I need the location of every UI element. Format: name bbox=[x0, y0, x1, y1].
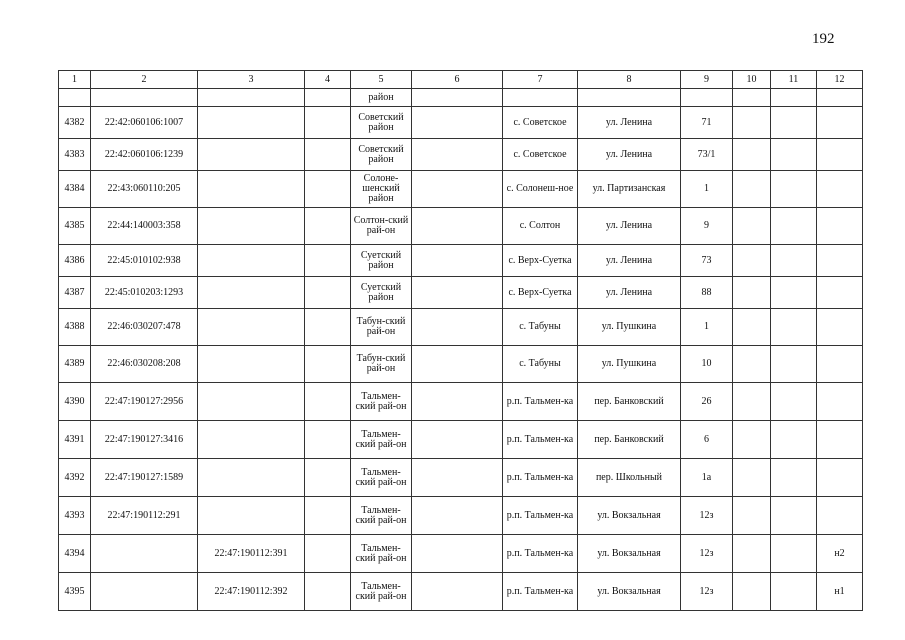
street-cell: ул. Партизанская bbox=[578, 171, 681, 208]
cell-col-6 bbox=[412, 346, 503, 383]
cell-col-4 bbox=[305, 497, 351, 535]
column-header-1: 1 bbox=[59, 71, 91, 89]
note-cell bbox=[817, 208, 863, 245]
cadastral-number: 22:47:190112:291 bbox=[91, 497, 198, 535]
district-cell: Солоне-шенский район bbox=[351, 171, 412, 208]
cell-col-4 bbox=[305, 346, 351, 383]
house-number-cell: 10 bbox=[681, 346, 733, 383]
cadastral-number: 22:45:010102:938 bbox=[91, 245, 198, 277]
row-number: 4389 bbox=[59, 346, 91, 383]
table-row bbox=[59, 383, 863, 421]
table-row bbox=[59, 107, 863, 139]
cell-col-4 bbox=[305, 421, 351, 459]
cadastral-number: 22:47:190127:1589 bbox=[91, 459, 198, 497]
house-number-cell: 26 bbox=[681, 383, 733, 421]
cell-col-10 bbox=[733, 245, 771, 277]
column-header-9: 9 bbox=[681, 71, 733, 89]
cell-col-4 bbox=[305, 245, 351, 277]
district-cell: Табун-ский рай-он bbox=[351, 309, 412, 346]
row-number: 4385 bbox=[59, 208, 91, 245]
house-number-cell: 1а bbox=[681, 459, 733, 497]
note-cell bbox=[817, 309, 863, 346]
note-cell bbox=[817, 245, 863, 277]
row-number: 4391 bbox=[59, 421, 91, 459]
cadastral-number-alt bbox=[198, 277, 305, 309]
row-number: 4387 bbox=[59, 277, 91, 309]
cell-col-11 bbox=[771, 459, 817, 497]
note-cell bbox=[817, 497, 863, 535]
cadastral-number: 22:47:190127:3416 bbox=[91, 421, 198, 459]
cell-col-6 bbox=[412, 309, 503, 346]
cell-col-6 bbox=[412, 107, 503, 139]
cell-col-4 bbox=[305, 171, 351, 208]
continuation-row bbox=[59, 89, 863, 107]
cell-col-11 bbox=[771, 139, 817, 171]
cell-col-6 bbox=[412, 245, 503, 277]
cell-col-10 bbox=[733, 139, 771, 171]
house-number-cell: 71 bbox=[681, 107, 733, 139]
settlement-cell: р.п. Тальмен-ка bbox=[503, 383, 578, 421]
street-cell: пер. Банковский bbox=[578, 383, 681, 421]
cell-col-6 bbox=[412, 459, 503, 497]
house-number-cell: 12з bbox=[681, 573, 733, 611]
column-header-7: 7 bbox=[503, 71, 578, 89]
row-number: 4388 bbox=[59, 309, 91, 346]
cadastral-number-alt bbox=[198, 383, 305, 421]
cell-col-10 bbox=[733, 497, 771, 535]
settlement-cell: р.п. Тальмен-ка bbox=[503, 459, 578, 497]
row-number: 4390 bbox=[59, 383, 91, 421]
cadastral-number-alt bbox=[198, 139, 305, 171]
cadastral-number-alt bbox=[198, 309, 305, 346]
cadastral-number-alt bbox=[198, 346, 305, 383]
cell-col-10 bbox=[733, 535, 771, 573]
cell-col-4 bbox=[305, 107, 351, 139]
cell-col-4 bbox=[305, 309, 351, 346]
cell-col-11 bbox=[771, 107, 817, 139]
cell-col-4 bbox=[305, 573, 351, 611]
table-row bbox=[59, 497, 863, 535]
column-header-row bbox=[59, 71, 863, 89]
note-cell bbox=[817, 277, 863, 309]
table-row bbox=[59, 573, 863, 611]
cell-col-10 bbox=[733, 383, 771, 421]
cadastral-number-alt bbox=[198, 245, 305, 277]
cell-col-6 bbox=[412, 139, 503, 171]
district-cell: Советский район bbox=[351, 107, 412, 139]
cell-col-10 bbox=[733, 208, 771, 245]
street-cell: пер. Школьный bbox=[578, 459, 681, 497]
district-cell: Тальмен-ский рай-он bbox=[351, 573, 412, 611]
note-cell bbox=[817, 383, 863, 421]
street-cell: ул. Вокзальная bbox=[578, 535, 681, 573]
cell-col-6 bbox=[412, 421, 503, 459]
cadastral-number-alt bbox=[198, 459, 305, 497]
table-row bbox=[59, 277, 863, 309]
street-cell: ул. Ленина bbox=[578, 245, 681, 277]
cadastral-number-alt bbox=[198, 107, 305, 139]
house-number-cell: 73 bbox=[681, 245, 733, 277]
cadastral-number bbox=[91, 535, 198, 573]
row-number: 4393 bbox=[59, 497, 91, 535]
column-header-11: 11 bbox=[771, 71, 817, 89]
house-number-cell: 88 bbox=[681, 277, 733, 309]
cell-col-6 bbox=[412, 171, 503, 208]
cell-col-11 bbox=[771, 208, 817, 245]
street-cell: ул. Вокзальная bbox=[578, 573, 681, 611]
cell-col-6 bbox=[412, 573, 503, 611]
street-cell: ул. Ленина bbox=[578, 139, 681, 171]
cell-col-10 bbox=[733, 309, 771, 346]
continuation-district: район bbox=[351, 89, 412, 107]
settlement-cell: р.п. Тальмен-ка bbox=[503, 497, 578, 535]
cell-col-4 bbox=[305, 208, 351, 245]
table-row bbox=[59, 459, 863, 497]
cadastral-number: 22:46:030207:478 bbox=[91, 309, 198, 346]
table-row bbox=[59, 245, 863, 277]
cadastral-number-alt bbox=[198, 421, 305, 459]
district-cell: Табун-ский рай-он bbox=[351, 346, 412, 383]
district-cell: Тальмен-ский рай-он bbox=[351, 497, 412, 535]
street-cell: ул. Вокзальная bbox=[578, 497, 681, 535]
district-cell: Тальмен-ский рай-он bbox=[351, 383, 412, 421]
settlement-cell: р.п. Тальмен-ка bbox=[503, 535, 578, 573]
column-header-3: 3 bbox=[198, 71, 305, 89]
cell-col-10 bbox=[733, 171, 771, 208]
cadastral-number: 22:46:030208:208 bbox=[91, 346, 198, 383]
street-cell: ул. Ленина bbox=[578, 208, 681, 245]
street-cell: пер. Банковский bbox=[578, 421, 681, 459]
note-cell: н2 bbox=[817, 535, 863, 573]
settlement-cell: с. Верх-Суетка bbox=[503, 277, 578, 309]
cell-col-6 bbox=[412, 383, 503, 421]
row-number: 4386 bbox=[59, 245, 91, 277]
column-header-6: 6 bbox=[412, 71, 503, 89]
cell-col-6 bbox=[412, 535, 503, 573]
cadastral-number-alt bbox=[198, 171, 305, 208]
cell-col-4 bbox=[305, 277, 351, 309]
cell-col-11 bbox=[771, 171, 817, 208]
table-row bbox=[59, 309, 863, 346]
cadastral-number: 22:47:190127:2956 bbox=[91, 383, 198, 421]
note-cell bbox=[817, 171, 863, 208]
cell-col-10 bbox=[733, 277, 771, 309]
cell-col-10 bbox=[733, 107, 771, 139]
cell-col-10 bbox=[733, 459, 771, 497]
house-number-cell: 1 bbox=[681, 171, 733, 208]
street-cell: ул. Пушкина bbox=[578, 309, 681, 346]
settlement-cell: с. Табуны bbox=[503, 346, 578, 383]
cell-col-6 bbox=[412, 277, 503, 309]
cell-col-11 bbox=[771, 497, 817, 535]
table-row bbox=[59, 535, 863, 573]
district-cell: Суетский район bbox=[351, 277, 412, 309]
cadastral-number: 22:42:060106:1007 bbox=[91, 107, 198, 139]
cell-col-6 bbox=[412, 497, 503, 535]
table-row bbox=[59, 208, 863, 245]
note-cell: н1 bbox=[817, 573, 863, 611]
district-cell: Тальмен-ский рай-он bbox=[351, 459, 412, 497]
table-row bbox=[59, 139, 863, 171]
cadastral-number-alt bbox=[198, 497, 305, 535]
column-header-8: 8 bbox=[578, 71, 681, 89]
table-row bbox=[59, 346, 863, 383]
house-number-cell: 6 bbox=[681, 421, 733, 459]
settlement-cell: р.п. Тальмен-ка bbox=[503, 573, 578, 611]
note-cell bbox=[817, 421, 863, 459]
cadastral-number-alt bbox=[198, 208, 305, 245]
column-header-12: 12 bbox=[817, 71, 863, 89]
settlement-cell: р.п. Тальмен-ка bbox=[503, 421, 578, 459]
column-header-10: 10 bbox=[733, 71, 771, 89]
row-number: 4382 bbox=[59, 107, 91, 139]
note-cell bbox=[817, 107, 863, 139]
cell-col-4 bbox=[305, 459, 351, 497]
row-number: 4395 bbox=[59, 573, 91, 611]
district-cell: Тальмен-ский рай-он bbox=[351, 421, 412, 459]
row-number: 4392 bbox=[59, 459, 91, 497]
cell-col-11 bbox=[771, 277, 817, 309]
column-header-4: 4 bbox=[305, 71, 351, 89]
cell-col-10 bbox=[733, 421, 771, 459]
column-header-5: 5 bbox=[351, 71, 412, 89]
house-number-cell: 12з bbox=[681, 535, 733, 573]
column-header-2: 2 bbox=[91, 71, 198, 89]
cell-col-11 bbox=[771, 383, 817, 421]
cell-col-11 bbox=[771, 309, 817, 346]
cell-col-11 bbox=[771, 245, 817, 277]
district-cell: Советский район bbox=[351, 139, 412, 171]
cell-col-10 bbox=[733, 346, 771, 383]
row-number: 4383 bbox=[59, 139, 91, 171]
cell-col-11 bbox=[771, 346, 817, 383]
settlement-cell: с. Табуны bbox=[503, 309, 578, 346]
settlement-cell: с. Советское bbox=[503, 107, 578, 139]
page-number: 192 bbox=[812, 31, 835, 47]
table-row bbox=[59, 421, 863, 459]
district-cell: Суетский район bbox=[351, 245, 412, 277]
cell-col-10 bbox=[733, 573, 771, 611]
cadastral-number: 22:45:010203:1293 bbox=[91, 277, 198, 309]
house-number-cell: 12з bbox=[681, 497, 733, 535]
cell-col-6 bbox=[412, 208, 503, 245]
street-cell: ул. Ленина bbox=[578, 277, 681, 309]
cell-col-4 bbox=[305, 139, 351, 171]
cadastral-number: 22:42:060106:1239 bbox=[91, 139, 198, 171]
cell-col-11 bbox=[771, 535, 817, 573]
cell-col-11 bbox=[771, 573, 817, 611]
table-row bbox=[59, 171, 863, 208]
cell-col-4 bbox=[305, 535, 351, 573]
note-cell bbox=[817, 346, 863, 383]
note-cell bbox=[817, 459, 863, 497]
settlement-cell: с. Советское bbox=[503, 139, 578, 171]
cadastral-number-alt: 22:47:190112:391 bbox=[198, 535, 305, 573]
cell-col-4 bbox=[305, 383, 351, 421]
settlement-cell: с. Верх-Суетка bbox=[503, 245, 578, 277]
house-number-cell: 73/1 bbox=[681, 139, 733, 171]
cadastral-number: 22:43:060110:205 bbox=[91, 171, 198, 208]
street-cell: ул. Ленина bbox=[578, 107, 681, 139]
cadastral-number bbox=[91, 573, 198, 611]
row-number: 4384 bbox=[59, 171, 91, 208]
cell-col-11 bbox=[771, 421, 817, 459]
registry-table bbox=[58, 70, 863, 611]
row-number: 4394 bbox=[59, 535, 91, 573]
note-cell bbox=[817, 139, 863, 171]
house-number-cell: 1 bbox=[681, 309, 733, 346]
district-cell: Тальмен-ский рай-он bbox=[351, 535, 412, 573]
house-number-cell: 9 bbox=[681, 208, 733, 245]
settlement-cell: с. Солтон bbox=[503, 208, 578, 245]
cadastral-number: 22:44:140003:358 bbox=[91, 208, 198, 245]
district-cell: Солтон-ский рай-он bbox=[351, 208, 412, 245]
street-cell: ул. Пушкина bbox=[578, 346, 681, 383]
cadastral-number-alt: 22:47:190112:392 bbox=[198, 573, 305, 611]
settlement-cell: с. Солонеш-ное bbox=[503, 171, 578, 208]
